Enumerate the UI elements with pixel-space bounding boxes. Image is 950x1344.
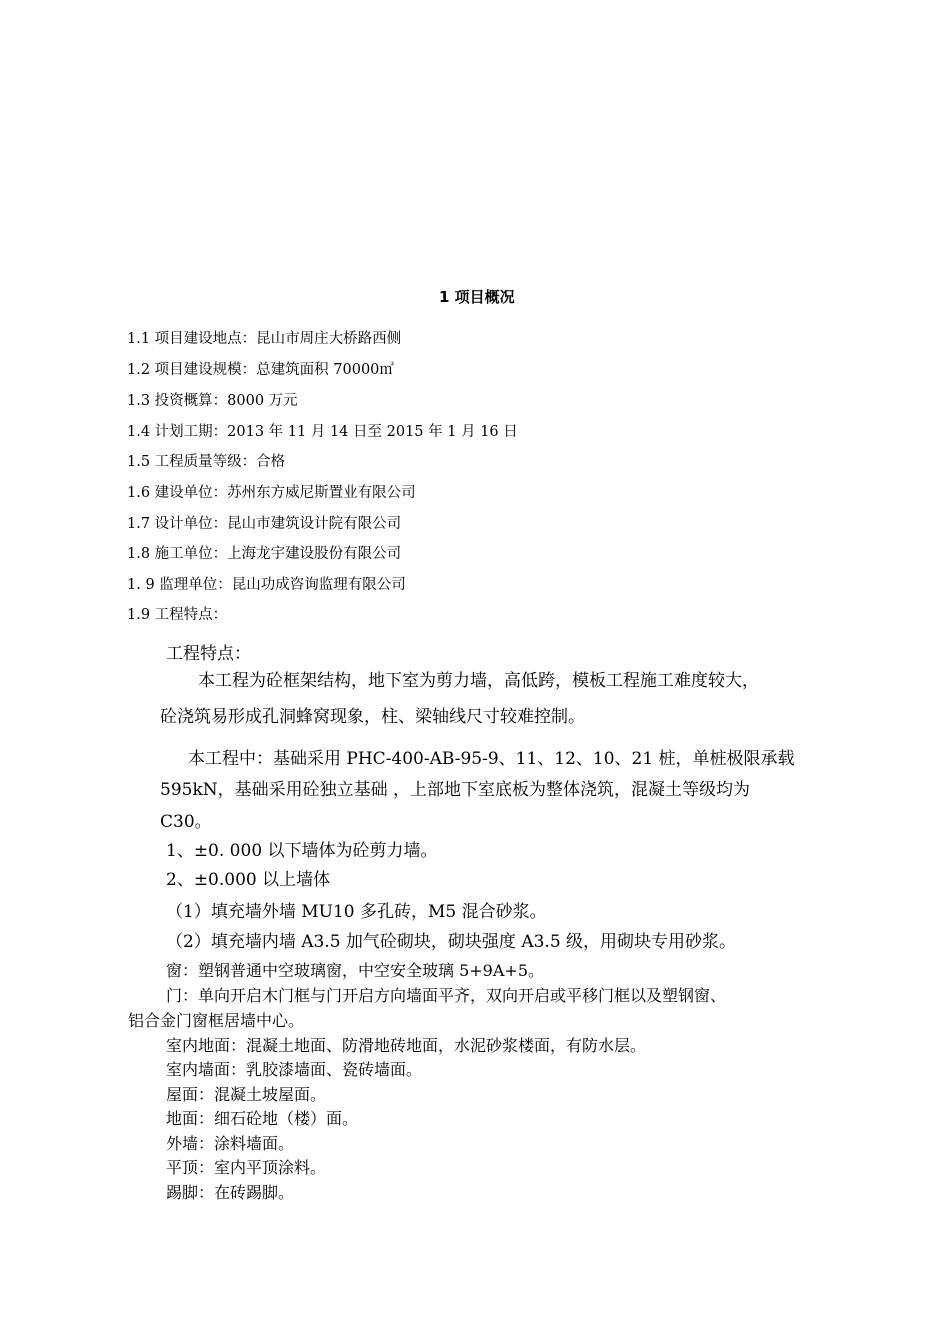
overview-item-scale: 1.2 项目建设规模：总建筑面积 70000㎡ xyxy=(127,362,394,378)
features-heading: 工程特点： xyxy=(166,644,251,664)
finish-window: 窗：塑钢普通中空玻璃窗，中空安全玻璃 5+9A+5。 xyxy=(166,961,544,980)
overview-item-contractor: 1.8 施工单位：上海龙宇建设股份有限公司 xyxy=(127,546,402,562)
overview-item-owner: 1.6 建设单位：苏州东方威尼斯置业有限公司 xyxy=(127,485,416,501)
section-title: 1 项目概况 xyxy=(439,288,515,306)
finish-indoor-floor: 室内地面：混凝土地面、防滑地砖地面，水泥砂浆楼面，有防水层。 xyxy=(166,1036,647,1055)
finish-roof: 屋面：混凝土坡屋面。 xyxy=(166,1085,327,1104)
features-item-2a: （1）填充墙外墙 MU10 多孔砖，M5 混合砂浆。 xyxy=(166,902,547,922)
overview-item-features: 1.9 工程特点： xyxy=(127,607,228,623)
overview-item-schedule: 1.4 计划工期：2013 年 11 月 14 日至 2015 年 1 月 16 日 xyxy=(127,424,518,440)
features-paragraph-2-line-2: 595kN，基础采用砼独立基础 ，上部地下室底板为整体浇筑，混凝土等级均为 xyxy=(160,780,751,800)
finish-skirting: 踢脚：在砖踢脚。 xyxy=(166,1183,295,1202)
finish-door-line-2: 铝合金门窗框居墙中心。 xyxy=(128,1011,305,1030)
finish-exterior-wall: 外墙：涂料墙面。 xyxy=(166,1134,295,1153)
features-paragraph-2-line-1: 本工程中：基础采用 PHC-400-AB-95-9、11、12、10、21 桩，单桩极限承载 xyxy=(188,749,795,769)
overview-item-designer: 1.7 设计单位：昆山市建筑设计院有限公司 xyxy=(127,516,402,532)
features-item-2: 2、±0.000 以上墙体 xyxy=(166,870,331,890)
features-paragraph-2-line-3: C30。 xyxy=(160,812,212,832)
overview-item-location: 1.1 项目建设地点：昆山市周庄大桥路西侧 xyxy=(127,331,402,347)
finish-ceiling: 平顶：室内平顶涂料。 xyxy=(166,1158,327,1177)
features-paragraph-1-line-2: 砼浇筑易形成孔洞蜂窝现象，柱、梁轴线尺寸较难控制。 xyxy=(160,707,585,727)
overview-item-supervisor: 1. 9 监理单位：昆山功成咨询监理有限公司 xyxy=(127,577,406,593)
overview-item-budget: 1.3 投资概算：8000 万元 xyxy=(127,393,298,409)
finish-door-line-1: 门：单向开启木门框与门开启方向墙面平齐，双向开启或平移门框以及塑钢窗、 xyxy=(166,986,727,1005)
features-item-2b: （2）填充墙内墙 A3.5 加气砼砌块，砌块强度 A3.5 级，用砌块专用砂浆。 xyxy=(166,932,737,952)
finish-ground: 地面：细石砼地（楼）面。 xyxy=(166,1109,359,1128)
features-item-1: 1、±0. 000 以下墙体为砼剪力墙。 xyxy=(166,841,438,861)
finish-indoor-wall: 室内墙面：乳胶漆墙面、瓷砖墙面。 xyxy=(166,1060,423,1079)
overview-item-quality: 1.5 工程质量等级：合格 xyxy=(127,454,286,470)
features-paragraph-1-line-1: 本工程为砼框架结构，地下室为剪力墙，高低跨，模板工程施工难度较大， xyxy=(198,671,759,691)
